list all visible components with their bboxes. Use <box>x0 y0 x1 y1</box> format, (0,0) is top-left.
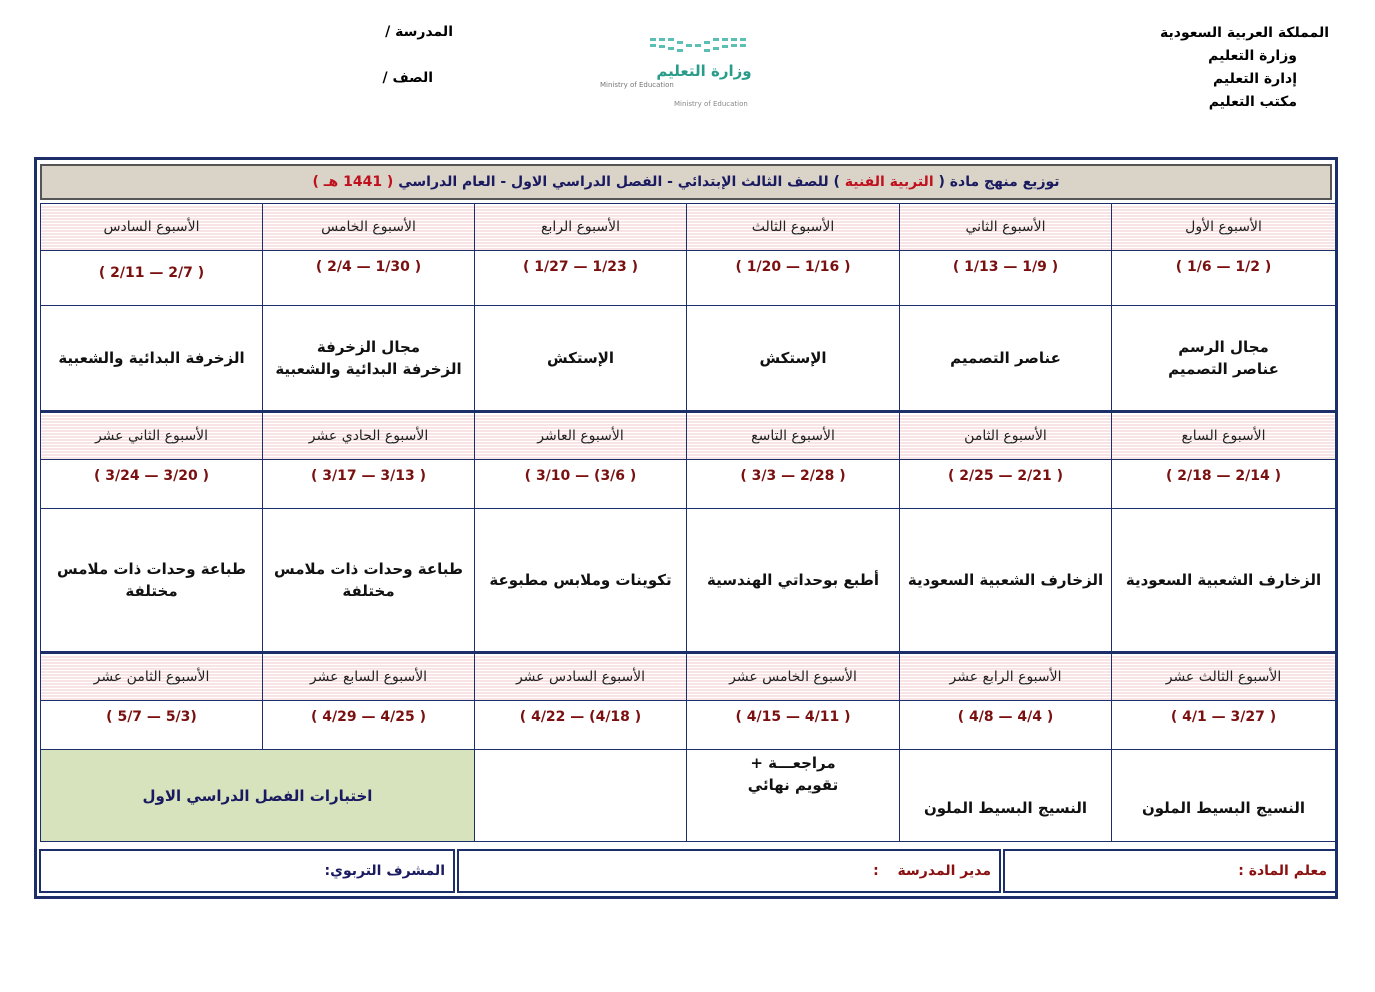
date-range: ( 3/20 — 3/24 ) <box>41 460 263 509</box>
week-label: الأسبوع الثاني <box>900 204 1112 251</box>
week-label: الأسبوع الخامس <box>263 204 475 251</box>
week-label: الأسبوع السادس <box>41 204 263 251</box>
supervisor-label: المشرف التربوي: <box>324 863 445 879</box>
principal-label: مدير المدرسة <box>897 863 991 879</box>
week-label: الأسبوع الخامس عشر <box>687 653 900 701</box>
teacher-label: معلم المادة : <box>1238 863 1327 879</box>
date-range: ( 1/30 — 2/4 ) <box>263 251 475 306</box>
week-row-2 <box>41 412 1336 460</box>
date-range: ( 3/13 — 3/17 ) <box>263 460 475 509</box>
topic-line: مراجعـــة + <box>750 754 836 772</box>
topic-line: مختلفة <box>342 582 395 600</box>
week-label: الأسبوع الثالث <box>687 204 900 251</box>
topic-line: عناصر التصميم <box>1168 360 1279 378</box>
date-range: ( 3/27 — 4/1 ) <box>1112 701 1336 750</box>
ministry-logo <box>592 28 762 112</box>
curriculum-table <box>40 203 1336 842</box>
week-label: الأسبوع الثامن عشر <box>41 653 263 701</box>
logo-english-text-small: Ministry of Education <box>674 100 748 108</box>
week-row-3 <box>41 653 1336 701</box>
week-label: الأسبوع الرابع عشر <box>900 653 1112 701</box>
topic-row-2 <box>41 509 1336 653</box>
ministry-label: وزارة التعليم <box>1208 48 1297 64</box>
date-range: ( 4/4 — 4/8 ) <box>900 701 1112 750</box>
date-range: ( 4/25 — 4/29 ) <box>263 701 475 750</box>
topic-row-1 <box>41 306 1336 412</box>
supervisor-signature <box>39 849 455 893</box>
logo-english-text: Ministry of Education <box>600 81 674 89</box>
topic-line: مختلفة <box>125 582 178 600</box>
topic-cell: النسيج البسيط الملون <box>1112 750 1336 842</box>
date-range: ( 4/18) — 4/22 ) <box>475 701 687 750</box>
title-part1: توزيع منهج مادة <box>949 174 1060 190</box>
ministry-header <box>1099 22 1329 114</box>
topic-cell <box>263 306 475 412</box>
date-range: ( 3/6) — 3/10 ) <box>475 460 687 509</box>
teacher-signature <box>1003 849 1337 893</box>
topic-cell: الإستكش <box>687 306 900 412</box>
topic-cell: عناصر التصميم <box>900 306 1112 412</box>
topic-line: طباعة وحدات ذات ملامس <box>57 560 246 578</box>
date-range: ( 1/16 — 1/20 ) <box>687 251 900 306</box>
week-row-1 <box>41 204 1336 251</box>
date-range: ( 1/2 — 1/6 ) <box>1112 251 1336 306</box>
date-range: (5/3 — 5/7 ) <box>41 701 263 750</box>
topic-cell <box>41 509 263 653</box>
week-label: الأسبوع الرابع <box>475 204 687 251</box>
title-close-paren: ) <box>833 174 840 190</box>
date-row-3 <box>41 701 1336 750</box>
topic-cell: الزخرفة البدائية والشعبية <box>41 306 263 412</box>
topic-line: الزخرفة البدائية والشعبية <box>275 360 462 378</box>
week-label: الأسبوع السابع <box>1112 412 1336 460</box>
title-year: ( 1441 هـ ) <box>312 174 394 190</box>
topic-cell-empty <box>475 750 687 842</box>
date-range: ( 2/14 — 2/18 ) <box>1112 460 1336 509</box>
office-label: مكتب التعليم <box>1208 94 1297 110</box>
topic-cell <box>687 750 900 842</box>
class-label: الصف / <box>382 70 433 86</box>
principal-colon: : <box>873 863 879 879</box>
title-part2: للصف الثالث الإبتدائي - الفصل الدراسي الاول - العام الدراسي <box>398 174 829 190</box>
topic-cell <box>1112 306 1336 412</box>
week-label: الأسبوع التاسع <box>687 412 900 460</box>
topic-line: تقويم نهائي <box>747 776 839 794</box>
page-title <box>40 164 1332 200</box>
date-range: ( 4/11 — 4/15 ) <box>687 701 900 750</box>
topic-row-3 <box>41 750 1336 842</box>
ministry-logo-icon <box>592 28 762 112</box>
week-label: الأسبوع العاشر <box>475 412 687 460</box>
date-row-1 <box>41 251 1336 306</box>
logo-arabic-text: وزارة التعليم <box>656 62 752 80</box>
date-range: ( 1/9 — 1/13 ) <box>900 251 1112 306</box>
school-label: المدرسة / <box>385 24 453 40</box>
kingdom-label: المملكة العربية السعودية <box>1160 25 1329 41</box>
topic-cell: الزخارف الشعبية السعودية <box>900 509 1112 653</box>
date-row-2 <box>41 460 1336 509</box>
topic-cell: الزخارف الشعبية السعودية <box>1112 509 1336 653</box>
week-label: الأسبوع الأول <box>1112 204 1336 251</box>
date-range: ( 2/21 — 2/25 ) <box>900 460 1112 509</box>
topic-line: مجال الرسم <box>1178 338 1269 356</box>
topic-cell: أطبع بوحداتي الهندسية <box>687 509 900 653</box>
topic-line: مجال الزخرفة <box>316 338 421 356</box>
topic-cell <box>263 509 475 653</box>
week-label: الأسبوع الثالث عشر <box>1112 653 1336 701</box>
topic-cell: تكوينات وملابس مطبوعة <box>475 509 687 653</box>
date-range: ( 2/28 — 3/3 ) <box>687 460 900 509</box>
week-label: الأسبوع الثاني عشر <box>41 412 263 460</box>
week-label: الأسبوع السادس عشر <box>475 653 687 701</box>
topic-cell: النسيج البسيط الملون <box>900 750 1112 842</box>
topic-cell: الإستكش <box>475 306 687 412</box>
date-range: ( 1/23 — 1/27 ) <box>475 251 687 306</box>
date-range: ( 2/7 — 2/11 ) <box>41 251 263 306</box>
week-label: الأسبوع الثامن <box>900 412 1112 460</box>
title-open-paren: ( <box>938 174 945 190</box>
principal-signature <box>457 849 1001 893</box>
exam-cell: اختبارات الفصل الدراسي الاول <box>41 750 475 842</box>
topic-line: طباعة وحدات ذات ملامس <box>274 560 463 578</box>
week-label: الأسبوع الحادي عشر <box>263 412 475 460</box>
title-subject: التربية الفنية <box>844 174 934 190</box>
week-label: الأسبوع السابع عشر <box>263 653 475 701</box>
admin-label: إدارة التعليم <box>1212 71 1297 87</box>
